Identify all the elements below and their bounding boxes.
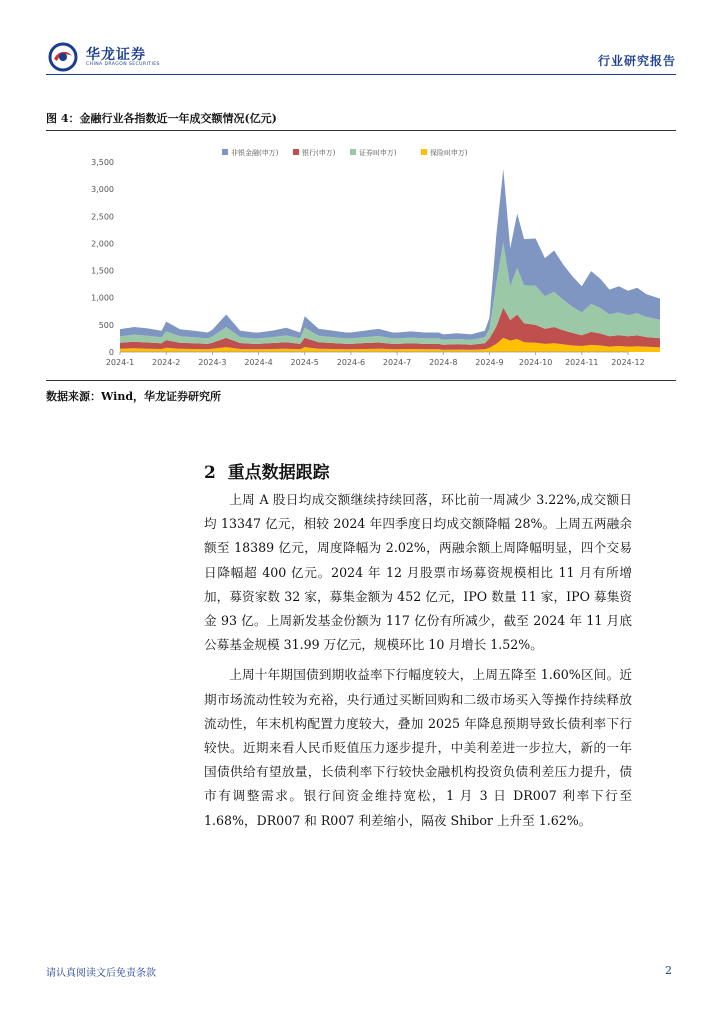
x-tick-label: 2024-9 [475,358,504,367]
x-tick-label: 2024-6 [336,358,366,367]
turnover-area-chart [80,140,660,375]
y-tick-label: 500 [98,320,114,330]
legend-label: 银行(申万) [302,149,336,157]
section-number: 2 [204,463,216,483]
legend-label: 保险II(申万) [430,149,468,157]
x-tick-label: 2024-11 [565,358,599,367]
y-tick-label: 2,000 [91,239,114,249]
header-divider [46,74,676,75]
section-title: 重点数据跟踪 [227,463,330,483]
page-number: 2 [665,964,672,977]
footer-disclaimer: 请认真阅读文后免责条款 [46,968,156,979]
y-tick-label: 3,500 [91,158,114,167]
chart-areas [120,169,660,352]
section-heading [204,458,330,483]
x-tick-label: 2024-7 [382,358,412,367]
y-axis [91,158,114,357]
brand-name: 华龙证券 [86,47,146,63]
figure-title: 图 4：金融行业各指数近一年成交额情况(亿元) [46,112,277,125]
x-tick-label: 2024-4 [244,358,273,367]
legend-swatch [421,149,427,155]
y-tick-label: 1,000 [91,293,114,303]
section-body [204,488,632,839]
y-tick-label: 3,000 [91,185,114,195]
legend-swatch [222,149,228,155]
page-header [46,40,676,78]
dragon-logo-icon [48,42,78,72]
x-tick-label: 2024-2 [152,358,181,367]
figure-bottom-rule [46,380,676,381]
x-tick-label: 2024-8 [429,358,458,367]
chart-legend [222,148,468,157]
paragraph: 上周十年期国债到期收益率下行幅度较大，上周五降至 1.60%区间。近期市场流动性较为充裕，央行通过买断回购和二级市场买入等操作持续释放流动性，年末机构配置力度较大，叠加 2025 年降息预期导致长债利率下行较快。近期来看人民币贬值压力逐步提升，中美利差进一步拉大，新的一年国债供给有望放量，长债利率下行较快金融机构投资负债利差压力提升，债市有调整需求。银行间资金维持宽松，1 月 3 日 DR007 利率下行至 1.68%，DR007 和 R007 利差缩小，隔夜 Shibor 上升至 1.62%。 [204,667,632,828]
x-tick-label: 2024-10 [518,358,553,367]
x-tick-label: 2024-3 [198,358,227,367]
brand-name-en: CHINA DRAGON SECURITIES [86,62,160,67]
figure-source: 数据来源：Wind，华龙证券研究所 [46,390,222,403]
x-tick-label: 2024-5 [290,358,319,367]
x-axis [106,352,645,367]
x-tick-label: 2024-1 [105,358,135,367]
y-tick-label: 2,500 [91,212,114,222]
paragraph: 上周 A 股日均成交额继续持续回落，环比前一周减少 3.22%,成交额日均 13347 亿元，相较 2024 年四季度日均成交额降幅 28%。上周五两融余额至 18389 亿元，周度降幅为 2.02%，两融余额上周降幅明显，四个交易日降幅超 400 亿元。2024 年 12 月股票市场募资规模相比 11 月有所增加，募资家数 32 家，募集金额为 452 亿元，IPO 数量 11 家，IPO 募集资金 93 亿。上周新发基金份额为 117 亿份有所减少，截至 2024 年 11 月底公募基金规模 31.99 万亿元，规模环比 10 月增长 1.52%。 [204,492,632,653]
report-type: 行业研究报告 [597,54,676,68]
legend-swatch [350,149,356,155]
x-tick-label: 2024-12 [611,358,645,367]
y-tick-label: 0 [108,348,114,357]
y-tick-label: 1,500 [91,266,114,276]
legend-swatch [293,149,299,155]
figure-top-rule [46,130,676,131]
legend-label: 证券II(申万) [359,149,397,157]
legend-label: 非银金融(申万) [231,149,279,157]
